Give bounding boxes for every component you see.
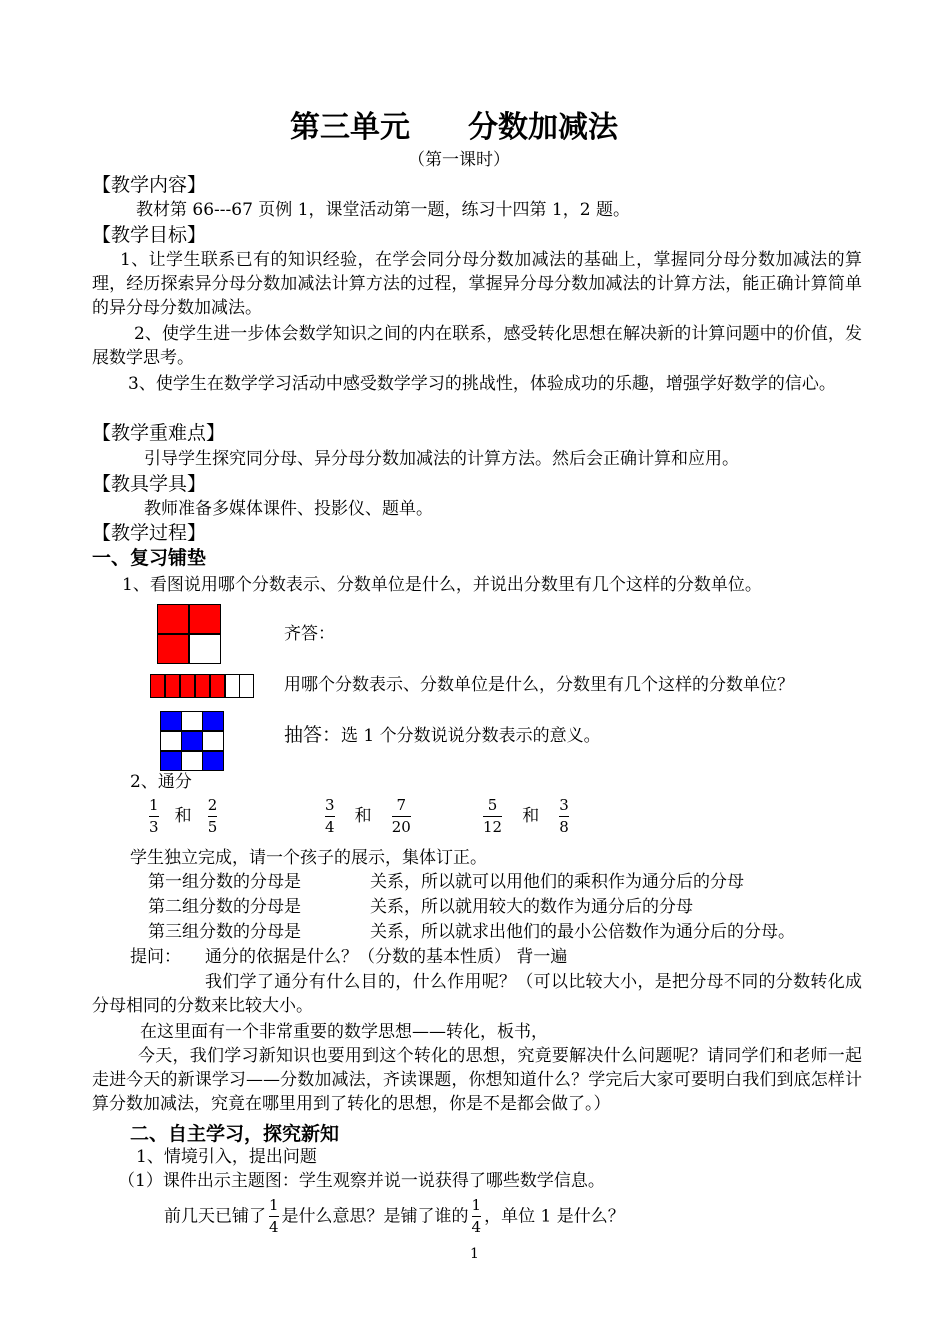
title-topic: 分数加减法 (468, 110, 618, 145)
heading-goals: 【教学目标】 (92, 224, 207, 246)
group2-rest: 关系，所以就用较大的数作为通分后的分母 (370, 897, 693, 917)
page-number: 1 (470, 1246, 479, 1262)
group2-label: 第二组分数的分母是 (148, 897, 301, 917)
answer-pick-text: 选 1 个分数说说分数表示的意义。 (341, 726, 601, 746)
fraction: $\frac{1}{3}$ (149, 796, 159, 836)
answer-pick-label: 抽答： (284, 724, 342, 746)
heading-key-points: 【教学重难点】 (92, 422, 226, 444)
figure-strip-sevenths (150, 674, 254, 698)
independent-text: 学生独立完成，请一个孩子的展示，集体订正。 (130, 848, 487, 868)
group1-rest: 关系，所以就可以用他们的乘积作为通分后的分母 (370, 872, 744, 892)
ask-label: 提问： (130, 947, 181, 967)
tools-text: 教师准备多媒体课件、投影仪、题单。 (144, 499, 433, 519)
answer-pick (284, 720, 601, 748)
title-unit: 第三单元 (290, 110, 410, 145)
heading-tools: 【教具学具】 (92, 473, 207, 495)
idea-text: 在这里面有一个非常重要的数学思想——转化，板书， (140, 1022, 548, 1042)
part1-q1: 1、看图说用哪个分数表示、分数单位是什么，并说出分数里有几个这样的分数单位。 (122, 575, 762, 595)
fraction: $\frac{5}{12}$ (483, 796, 503, 836)
goal-item-1: 1、让学生联系已有的知识经验，在学会同分母分数加减法的基础上，掌握同分母分数加减法的算理，经历探索异分母分数加减法计算方法的过程，掌握异分母分数加减法的计算方法，能正确计算简单的异分母分数加减法。 (92, 250, 862, 318)
subtitle: （第一课时） (408, 150, 510, 170)
part1-heading: 一、复习铺垫 (92, 547, 207, 569)
fraction: $\frac{3}{4}$ (325, 796, 335, 836)
part2-heading: 二、自主学习，探究新知 (130, 1123, 340, 1145)
group3-rest: 关系，所以就求出他们的最小公倍数作为通分后的分母。 (370, 922, 795, 942)
figure-square-quarters (157, 604, 221, 664)
part1-q2: 2、通分 (130, 772, 192, 792)
page-title (290, 102, 618, 146)
fraction: $\frac{1}{4}$ (471, 1196, 482, 1236)
fraction-pair-1: $\frac{1}{3}$ 和 $\frac{2}{5}$ (149, 796, 218, 836)
fraction: $\frac{3}{8}$ (559, 796, 569, 836)
heading-process: 【教学过程】 (92, 522, 207, 544)
ask-text: 通分的依据是什么？（分数的基本性质） 背一遍 (205, 947, 568, 967)
figure-checker-ninths (160, 711, 224, 771)
today-text: 今天，我们学习新知识也要用到这个转化的思想，究竟要解决什么问题呢？请同学们和老师一起走进今天的新课学习——分数加减法，齐读课题，你想知道什么？学完后大家可要明白我们到底怎样计算分数加减法，究竟在哪里用到了转化的思想，你是不是都会做了。） (92, 1046, 862, 1114)
fraction: $\frac{7}{20}$ (391, 796, 411, 836)
goal-item-3: 3、使学生在数学学习活动中感受数学学习的挑战性，体验成功的乐趣，增强学好数学的信心。 (128, 374, 836, 394)
goal-item-2: 2、使学生进一步体会数学知识之间的内在联系，感受转化思想在解决新的计算问题中的价值，发展数学思考。 (92, 324, 862, 368)
answer-all: 齐答： (284, 624, 335, 644)
purpose-text: 我们学了通分有什么目的，什么作用呢？（可以比较大小，是把分母不同的分数转化成分母相同的分数来比较大小。 (92, 972, 862, 1016)
question-line: 用哪个分数表示、分数单位是什么，分数里有几个这样的分数单位？ (284, 675, 794, 695)
part2-question: 前几天已铺了 $\frac{1}{4}$ 是什么意思？是铺了谁的 $\frac{1}{4}$ ，单位 1 是什么？ (164, 1196, 625, 1236)
content-text: 教材第 66---67 页例 1，课堂活动第一题，练习十四第 1，2 题。 (136, 200, 630, 220)
fraction: $\frac{1}{4}$ (269, 1196, 279, 1236)
part2-s1: 1、情境引入，提出问题 (136, 1147, 317, 1167)
key-points-text: 引导学生探究同分母、异分母分数加减法的计算方法。然后会正确计算和应用。 (144, 449, 739, 469)
part2-s1-1: （1）课件出示主题图：学生观察并说一说获得了哪些数学信息。 (118, 1171, 605, 1191)
group1-label: 第一组分数的分母是 (148, 872, 301, 892)
fraction-pair-2: $\frac{3}{4}$ 和 $\frac{7}{20}$ (325, 796, 411, 836)
fraction-pair-3: $\frac{5}{12}$ 和 $\frac{3}{8}$ (483, 796, 569, 836)
heading-content: 【教学内容】 (92, 174, 207, 196)
fraction: $\frac{2}{5}$ (207, 796, 218, 836)
group3-label: 第三组分数的分母是 (148, 922, 301, 942)
